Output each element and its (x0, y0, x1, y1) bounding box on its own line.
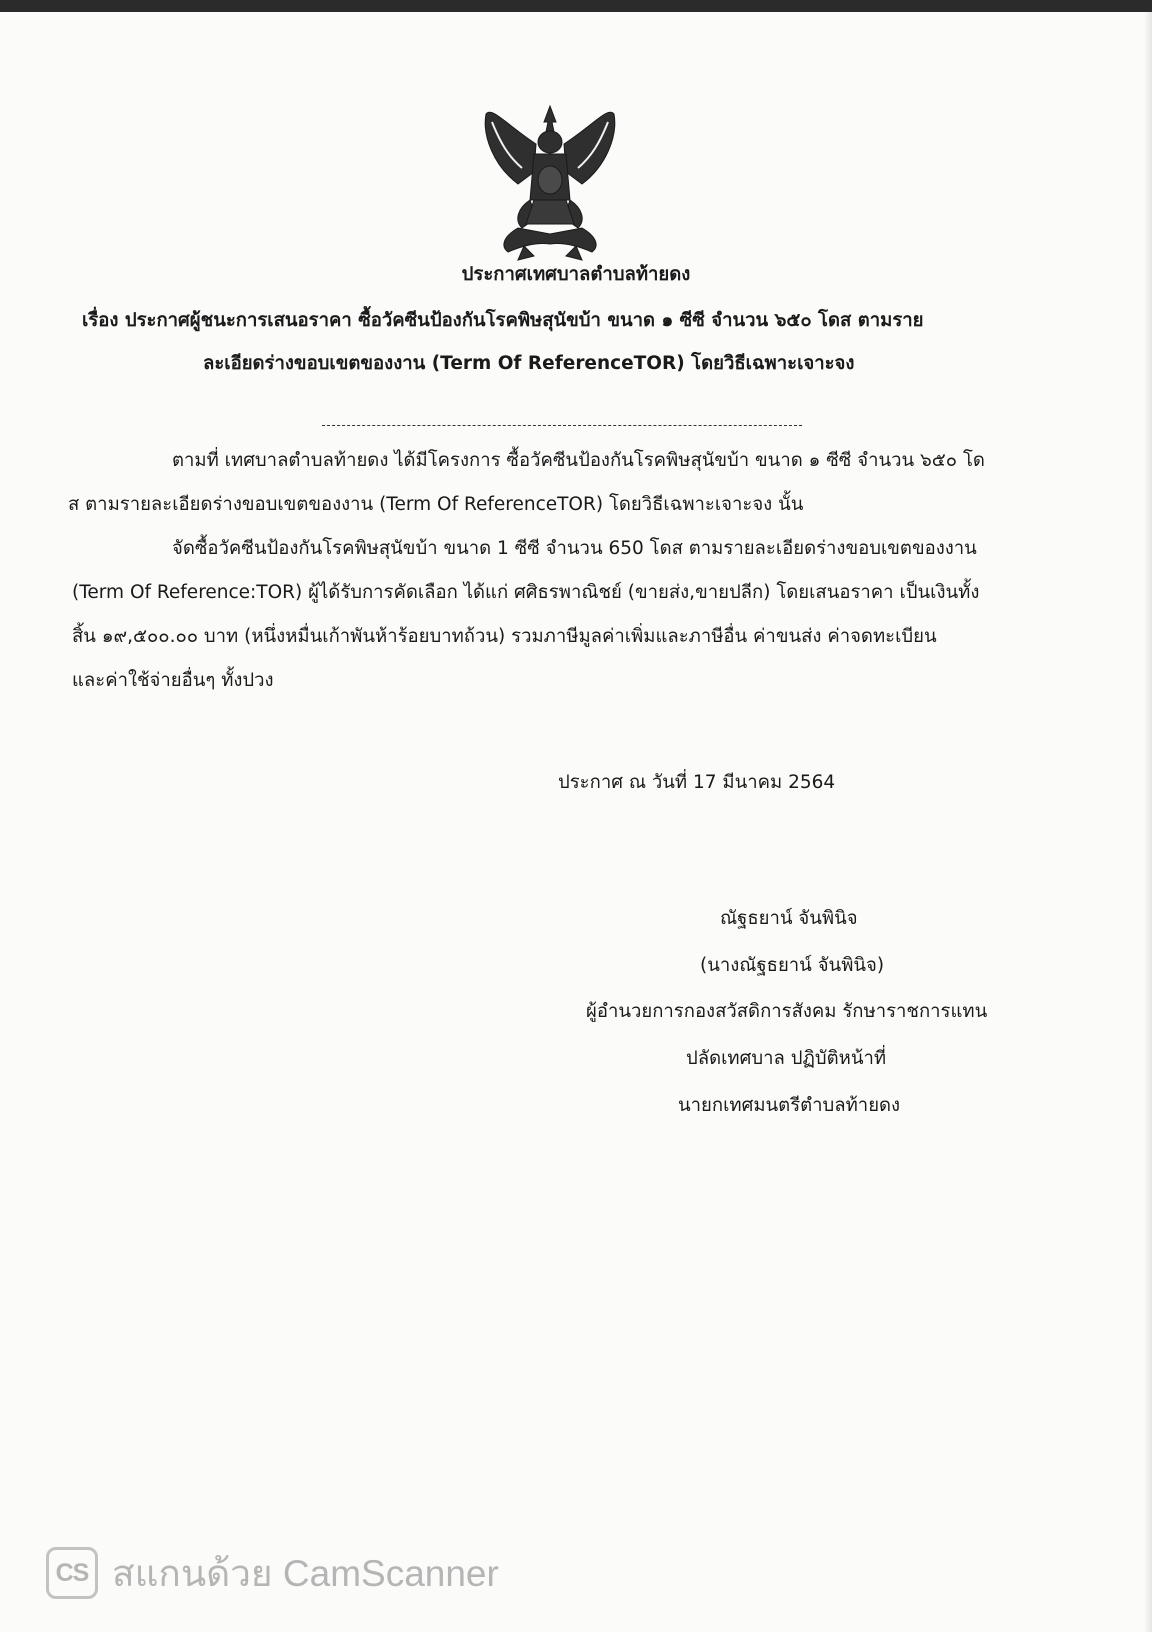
paragraph-2-line-4: และค่าใช้จ่ายอื่นๆ ทั้งปวง (72, 670, 274, 691)
scan-edge (0, 0, 1152, 12)
announcement-title: ประกาศเทศบาลตำบลท้ายดง (461, 264, 691, 285)
signatory-position-2: ปลัดเทศบาล ปฏิบัติหน้าที่ (686, 1048, 887, 1069)
subject-line-1: เรื่อง ประกาศผู้ชนะการเสนอราคา ซื้อวัคซีนป้องกันโรคพิษสุนัขบ้า ขนาด ๑ ซีซี จำนวน ๖๕๐ โดส ตามราย (82, 310, 924, 331)
divider (322, 425, 802, 426)
camscanner-logo-icon: CS (46, 1547, 98, 1599)
paragraph-1-line-2: ส ตามรายละเอียดร่างขอบเขตของงาน (Term Of ReferenceTOR) โดยวิธีเฉพาะเจาะจง นั้น (68, 494, 804, 515)
paragraph-2-line-2: (Term Of Reference:TOR) ผู้ได้รับการคัดเลือก ได้แก่ ศศิธรพาณิชย์ (ขายส่ง,ขายปลีก) โดยเสนอราคา เป็นเงินทั้ง (72, 582, 980, 603)
garuda-emblem-icon (478, 96, 622, 266)
signatory-position-3: นายกเทศมนตรีตำบลท้ายดง (678, 1095, 901, 1116)
paragraph-1-line-1: ตามที่ เทศบาลตำบลท้ายดง ได้มีโครงการ ซื้อวัคซีนป้องกันโรคพิษสุนัขบ้า ขนาด ๑ ซีซี จำนวน ๖๕๐ โด (172, 450, 985, 471)
paragraph-2-line-1: จัดซื้อวัคซีนป้องกันโรคพิษสุนัขบ้า ขนาด 1 ซีซี จำนวน 650 โดส ตามรายละเอียดร่างขอบเขตของงาน (172, 538, 977, 559)
signatory-printed-name: (นางณัฐธยาน์ จันพินิจ) (700, 955, 885, 976)
signature-name: ณัฐธยาน์ จันพินิจ (720, 908, 858, 929)
paragraph-2-line-3: สิ้น ๑๙,๕๐๐.๐๐ บาท (หนึ่งหมื่นเก้าพันห้าร้อยบาทถ้วน) รวมภาษีมูลค่าเพิ่มและภาษีอื่น ค่าขนส่ง ค่าจดทะเบียน (72, 626, 937, 647)
announcement-date: ประกาศ ณ วันที่ 17 มีนาคม 2564 (558, 772, 836, 793)
camscanner-watermark (46, 1545, 499, 1601)
subject-line-2: ละเอียดร่างขอบเขตของงาน (Term Of ReferenceTOR) โดยวิธีเฉพาะเจาะจง (203, 353, 855, 374)
signatory-position-1: ผู้อำนวยการกองสวัสดิการสังคม รักษาราชการแทน (586, 1001, 988, 1022)
page-shadow (1144, 12, 1152, 1632)
watermark-text: สแกนด้วย CamScanner (112, 1552, 499, 1594)
